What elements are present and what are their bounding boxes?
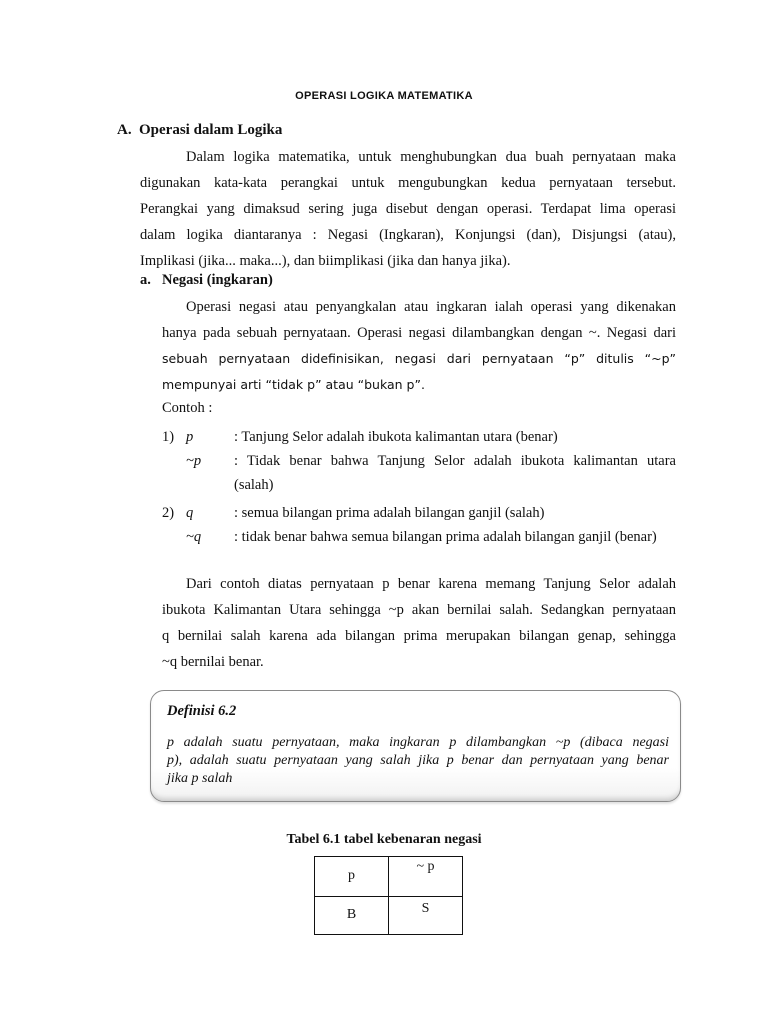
example-item [162,449,676,497]
example-number: 2) [162,505,175,521]
example-variable: q [186,505,194,521]
table-header-cell: p [315,857,389,897]
paragraph-line: digunakan kata-kata perangkai untuk mengubungkan kedua pernyataan tersebut. [140,175,676,191]
example-variable: ~p [186,453,202,469]
table-cell: S [389,897,463,935]
example-text-line: (salah) [234,477,274,493]
negation-paragraph [162,294,676,398]
example-text-line: : Tidak benar bahwa Tanjung Selor adalah ibukota kalimantan utara [234,453,676,469]
table-header-row [315,857,463,897]
example-number: 1) [162,429,175,445]
paragraph-line: q bernilai salah karena ada bilangan prima merupakan bilangan genap, sehingga [162,628,676,644]
section-number: A. [117,122,132,138]
subsection-heading [140,272,273,289]
paragraph-line: ibukota Kalimantan Utara sehingga ~p akan bernilai salah. Sedangkan pernyataan [162,602,676,618]
table-caption [0,832,768,848]
example-label: Contoh : [162,400,213,416]
paragraph-line: Dalam logika matematika, untuk menghubungkan dua buah pernyataan maka [186,149,676,165]
definition-body [167,734,669,788]
section-label: Operasi dalam Logika [139,122,283,138]
paragraph-line: sebuah pernyataan didefinisikan, negasi dari pernyataan “p” ditulis “~p” [162,351,676,366]
table-row [315,897,463,935]
paragraph-line: ~q bernilai benar. [162,654,264,670]
page-title: OPERASI LOGIKA MATEMATIKA [295,90,473,102]
example-text: : Tanjung Selor adalah ibukota kalimantan utara (benar) [234,429,558,445]
paragraph-line: Operasi negasi atau penyangkalan atau ingkaran ialah operasi yang dikenakan [186,299,676,315]
example-text [234,449,676,497]
paragraph-line: dalam logika diantaranya : Negasi (Ingkaran), Konjungsi (dan), Disjungsi (atau), [140,227,676,243]
subsection-number: a. [140,272,151,288]
definition-title: Definisi 6.2 [167,703,237,719]
example-item [162,501,676,525]
example-variable: p [186,429,194,445]
truth-table [314,856,463,935]
table-cell: B [315,897,389,935]
paragraph-line: Perangkai yang dimaksud sering juga disebut dengan operasi. Terdapat lima operasi [140,201,676,217]
definition-box [150,690,681,802]
paragraph-line: mempunyai arti “tidak p” atau “bukan p”. [162,377,425,392]
paragraph-line: hanya pada sebuah pernyataan. Operasi negasi dilambangkan dengan ~. Negasi dari [162,325,676,341]
example-item [162,525,676,549]
table-caption-text: Tabel 6.1 tabel kebenaran negasi [286,832,482,847]
definition-line: jika p salah [167,771,233,786]
definition-line: p), adalah suatu pernyataan yang salah jika p benar dan pernyataan yang benar [167,753,669,768]
example-item [162,425,676,449]
subsection-label: Negasi (ingkaran) [162,272,273,288]
intro-paragraph [140,144,676,274]
example-text: : semua bilangan prima adalah bilangan ganjil (salah) [234,505,545,521]
example-text: : tidak benar bahwa semua bilangan prima adalah bilangan ganjil (benar) [234,529,657,545]
definition-line: p adalah suatu pernyataan, maka ingkaran p dilambangkan ~p (dibaca negasi [167,735,669,750]
example-variable: ~q [186,529,202,545]
paragraph-line: Implikasi (jika... maka...), dan biimplikasi (jika dan hanya jika). [140,253,511,269]
conclusion-paragraph [162,571,676,675]
section-heading [117,122,282,139]
table-header-cell: ~ p [389,857,463,897]
paragraph-line: Dari contoh diatas pernyataan p benar karena memang Tanjung Selor adalah [186,576,676,592]
